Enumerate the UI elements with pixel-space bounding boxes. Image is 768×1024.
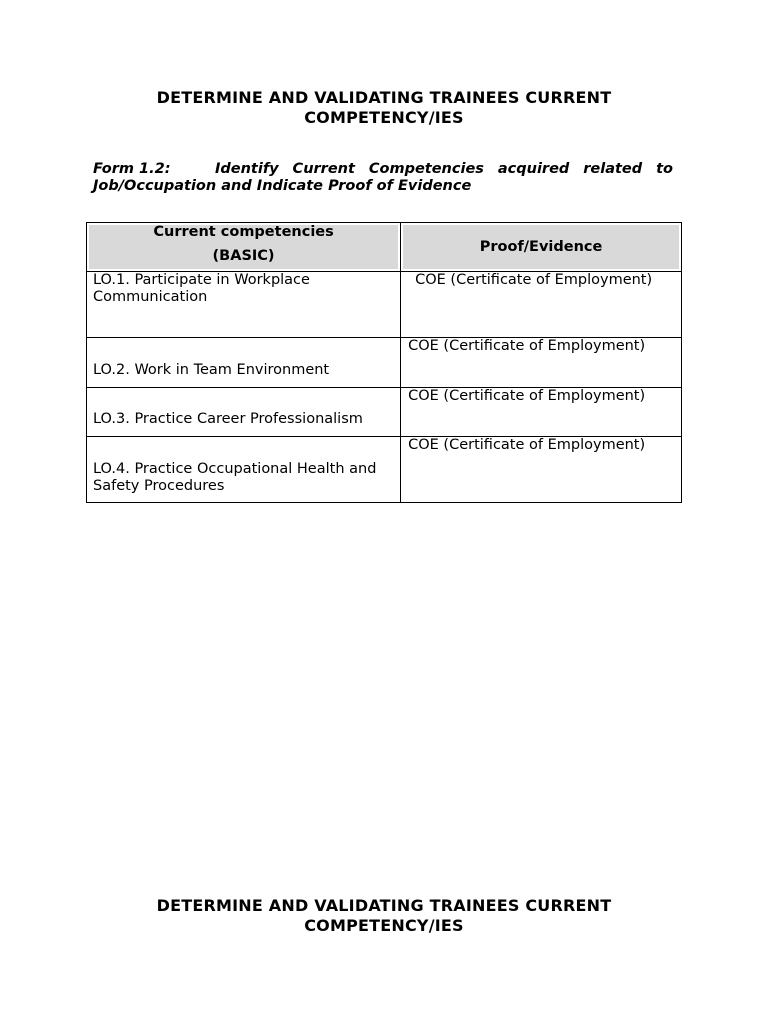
competency-cell — [87, 272, 401, 338]
competency-text: LO.3. Practice Career Professionalism — [93, 411, 363, 427]
table-row — [87, 338, 682, 388]
footer-title-line2: COMPETENCY/IES — [304, 916, 464, 935]
competency-text: LO.2. Work in Team Environment — [93, 362, 330, 378]
proof-cell — [401, 388, 682, 437]
header-col1-line1: Current competencies — [153, 224, 334, 240]
table-row — [87, 437, 682, 503]
form-word: Current — [292, 161, 355, 177]
footer-title — [84, 896, 684, 936]
header-col1-line2: (BASIC) — [212, 248, 275, 264]
proof-cell — [401, 437, 682, 503]
proof-text: COE (Certificate of Employment) — [408, 338, 646, 354]
table-row — [87, 272, 682, 338]
page-title — [84, 88, 684, 128]
proof-text: COE (Certificate of Employment) — [408, 437, 646, 453]
proof-cell — [401, 338, 682, 388]
table-row — [87, 388, 682, 437]
proof-text: COE (Certificate of Employment) — [415, 272, 653, 288]
competency-text: LO.1. Participate in Workplace Communication — [93, 272, 310, 305]
form-word: Identify — [215, 161, 279, 177]
page-title-line1: DETERMINE AND VALIDATING TRAINEES CURRENT — [156, 88, 612, 107]
form-word: related — [583, 161, 643, 177]
header-col2-label: Proof/Evidence — [479, 239, 603, 255]
form-label: Form 1.2: — [93, 161, 171, 177]
form-word: Competencies — [368, 161, 484, 177]
competency-table — [86, 222, 682, 503]
form-description-words — [215, 161, 673, 178]
form-word: acquired — [497, 161, 570, 177]
form-description-line2: Job/Occupation and Indicate Proof of Evidence — [93, 178, 472, 194]
page-title-line2: COMPETENCY/IES — [304, 108, 464, 127]
competency-cell — [87, 437, 401, 503]
competency-cell — [87, 388, 401, 437]
form-word: to — [656, 161, 673, 177]
header-proof-evidence — [401, 223, 682, 272]
header-current-competencies — [87, 223, 401, 272]
form-caption-line1 — [93, 161, 673, 178]
proof-cell — [401, 272, 682, 338]
footer-title-line1: DETERMINE AND VALIDATING TRAINEES CURRENT — [156, 896, 612, 915]
competency-text: LO.4. Practice Occupational Health and Safety Procedures — [93, 461, 377, 494]
proof-text: COE (Certificate of Employment) — [408, 388, 646, 404]
competency-cell — [87, 338, 401, 388]
table-header-row — [87, 223, 682, 272]
form-caption — [93, 161, 673, 195]
